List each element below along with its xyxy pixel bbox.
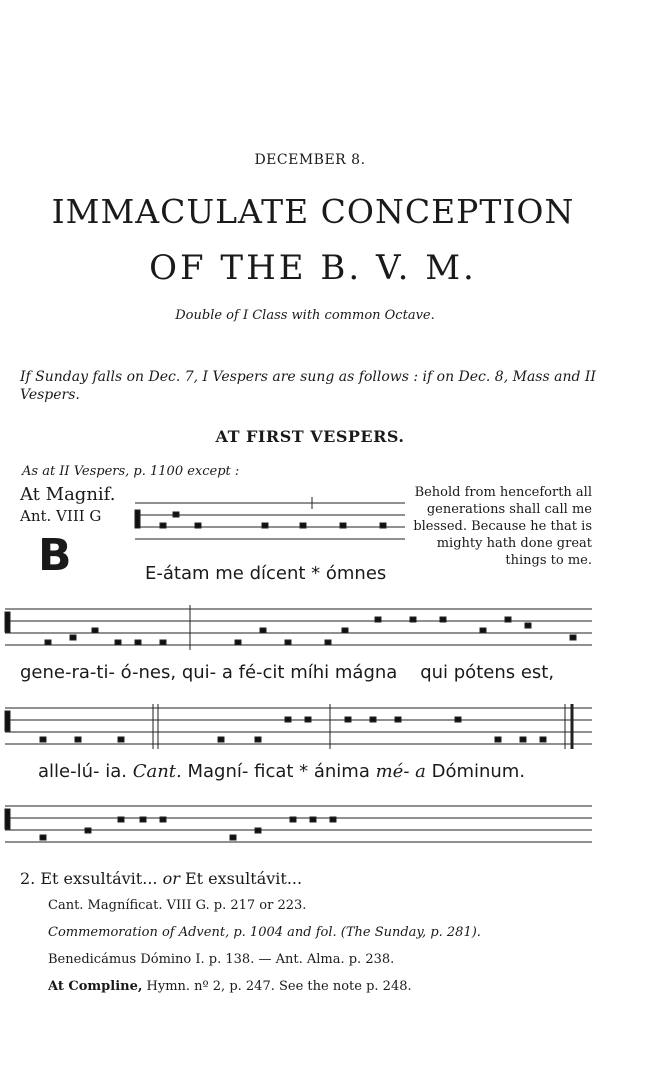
note-line-3: Benedicámus Dómino I. p. 138. — Ant. Alma. p. 238. <box>48 952 395 967</box>
note-line-4 <box>48 979 412 994</box>
note-line-1: Cant. Magníficat. VIII G. p. 217 or 223. <box>48 898 307 913</box>
note-line-0 <box>20 869 302 888</box>
note-or: or <box>162 869 180 888</box>
lyrics-segment: alle-lú- ia. <box>38 761 133 782</box>
note-text: 2. Et exsultávit... <box>20 869 163 888</box>
cant-label: Cant. <box>132 761 182 782</box>
lyrics-italic: mé- a <box>375 761 426 782</box>
dropcap-initial: B <box>38 530 72 581</box>
staff-line-1 <box>5 605 592 650</box>
compline-label: At Compline, <box>48 979 143 994</box>
section-heading: AT FIRST VESPERS. <box>215 427 405 446</box>
antiphon-mode: Ant. VIII G <box>20 507 102 525</box>
chant-lyrics-1: gene-ra-ti- ó-nes, qui- a fé-cit míhi mágna qui pótens est, <box>20 662 555 683</box>
staff-line-2 <box>5 704 592 749</box>
rubric: If Sunday falls on Dec. 7, I Vespers are sung as follows : if on Dec. 8, Mass and II Vespers. <box>20 369 596 403</box>
lyrics-segment: Dóminum. <box>425 761 526 782</box>
lyrics-segment: Magní- ficat * ánima <box>181 761 376 782</box>
staff-line-0 <box>135 497 405 539</box>
note-text: Hymn. nº 2, p. 247. See the note p. 248. <box>142 979 412 994</box>
as-at-rubric: As at II Vespers, p. 1100 except : <box>22 464 240 479</box>
feast-date: DECEMBER 8. <box>254 152 366 168</box>
chant-lyrics-2 <box>38 761 525 782</box>
antiphon-translation: Behold from henceforth all generations shall call me blessed. Because he that is mighty hath done great things to me. <box>413 485 592 568</box>
feast-title: IMMACULATE CONCEPTION <box>51 192 575 231</box>
feast-rank: Double of I Class with common Octave. <box>175 308 435 323</box>
note-text: Et exsultávit... <box>179 869 303 888</box>
feast-subtitle: OF THE B. V. M. <box>149 248 477 288</box>
antiphon-label: At Magnif. <box>20 484 116 505</box>
chant-lyrics-0: E-átam me dícent * ómnes <box>145 563 387 584</box>
note-line-2: Commemoration of Advent, p. 1004 and fol. (The Sunday, p. 281). <box>48 925 481 940</box>
staff-line-3 <box>5 806 592 842</box>
